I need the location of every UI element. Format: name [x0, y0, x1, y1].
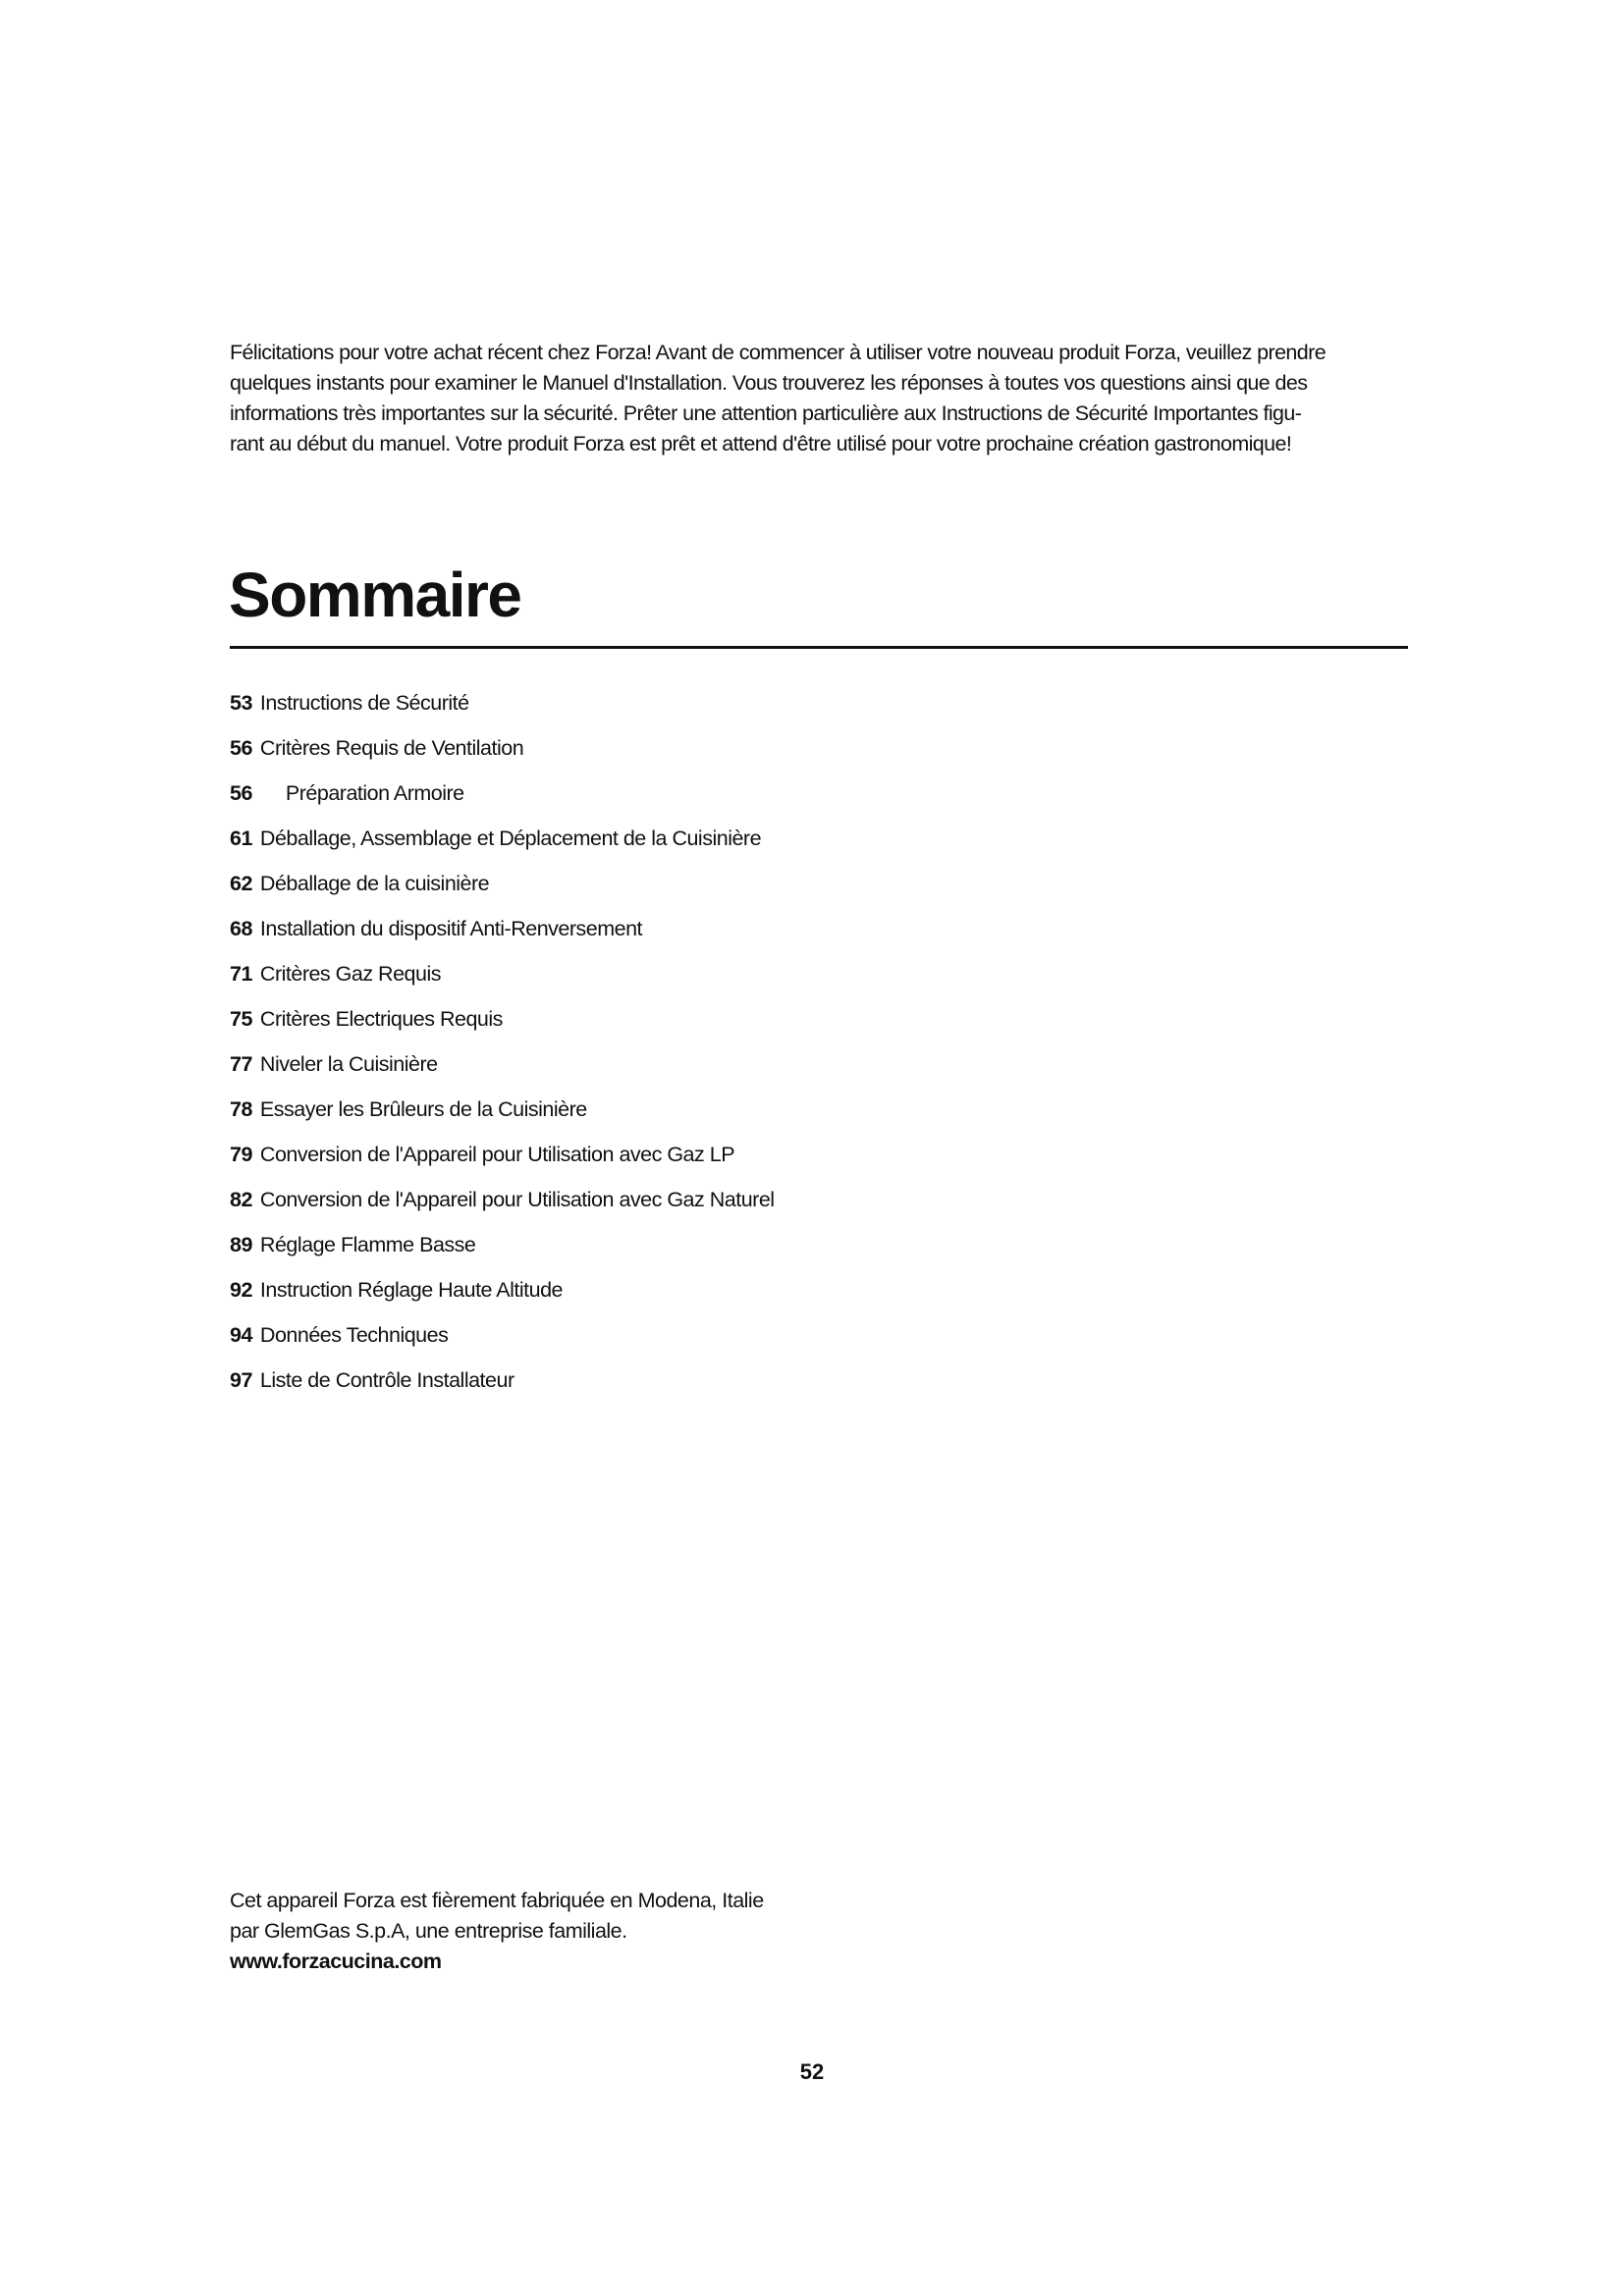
toc-label: Critères Gaz Requis [259, 962, 441, 986]
toc-label: Installation du dispositif Anti-Renversement [259, 917, 643, 940]
toc-label: Déballage de la cuisinière [259, 872, 490, 895]
toc-item [230, 1003, 1212, 1048]
toc-label: Déballage, Assemblage et Déplacement de la Cuisinière [259, 827, 762, 850]
website-link[interactable]: www.forzacucina.com [230, 1949, 442, 1973]
toc-page-number: 94 [230, 1323, 252, 1347]
toc-page-number: 79 [230, 1143, 252, 1166]
intro-paragraph [230, 338, 1408, 459]
toc-item [230, 1094, 1212, 1139]
toc-item [230, 823, 1212, 868]
title-divider [230, 646, 1408, 649]
toc-page-number: 68 [230, 917, 252, 940]
page-number: 52 [799, 2059, 825, 2084]
toc-page-number: 75 [230, 1007, 252, 1031]
toc-item [230, 1319, 1212, 1364]
intro-line: rant au début du manuel. Votre produit Forza est prêt et attend d'être utilisé pour votre prochaine création gastronomique! [230, 432, 1292, 455]
toc-item [230, 687, 1212, 732]
toc-page-number: 92 [230, 1278, 252, 1302]
toc-item [230, 913, 1212, 958]
toc-page-number: 71 [230, 962, 252, 986]
toc-item [230, 1139, 1212, 1184]
toc-item [230, 958, 1212, 1003]
toc-label: Critères Requis de Ventilation [259, 736, 524, 760]
intro-line: informations très importantes sur la sécurité. Prêter une attention particulière aux Instructions de Sécurité Importantes figu- [230, 401, 1302, 425]
toc-item [230, 1274, 1212, 1319]
toc-label: Conversion de l'Appareil pour Utilisation avec Gaz LP [259, 1143, 735, 1166]
footer-line: par GlemGas S.p.A, une entreprise familiale. [230, 1919, 627, 1943]
intro-line: Félicitations pour votre achat récent chez Forza! Avant de commencer à utiliser votre nouveau produit Forza, veuillez prendre [230, 341, 1326, 364]
toc-page-number: 78 [230, 1097, 252, 1121]
toc-item [230, 1364, 1212, 1410]
toc-label: Données Techniques [259, 1323, 449, 1347]
toc-page-number: 77 [230, 1052, 252, 1076]
toc-page-number: 62 [230, 872, 252, 895]
toc-page-number: 53 [230, 691, 252, 715]
intro-line: quelques instants pour examiner le Manuel d'Installation. Vous trouverez les réponses à toutes vos questions ainsi que des [230, 371, 1308, 395]
toc-label: Réglage Flamme Basse [259, 1233, 476, 1256]
toc-label: Conversion de l'Appareil pour Utilisation avec Gaz Naturel [259, 1188, 775, 1211]
toc-label: Critères Electriques Requis [259, 1007, 503, 1031]
toc-label: Instruction Réglage Haute Altitude [259, 1278, 564, 1302]
toc-item [230, 868, 1212, 913]
toc-page-number: 82 [230, 1188, 252, 1211]
toc-page-number: 97 [230, 1368, 252, 1392]
toc-item [230, 732, 1212, 777]
toc-label: Préparation Armoire [285, 781, 464, 805]
page-title: Sommaire [229, 560, 521, 630]
toc-page-number: 89 [230, 1233, 252, 1256]
toc-label: Niveler la Cuisinière [259, 1052, 438, 1076]
toc-item [230, 1184, 1212, 1229]
toc-item [230, 777, 1212, 823]
toc-label: Essayer les Brûleurs de la Cuisinière [259, 1097, 587, 1121]
toc-page-number: 61 [230, 827, 252, 850]
toc-label: Liste de Contrôle Installateur [259, 1368, 514, 1392]
toc-item [230, 1229, 1212, 1274]
toc-label: Instructions de Sécurité [259, 691, 469, 715]
toc-item [230, 1048, 1212, 1094]
footer-line: Cet appareil Forza est fièrement fabriquée en Modena, Italie [230, 1889, 764, 1912]
table-of-contents [230, 687, 1212, 1410]
toc-page-number: 56 [230, 781, 252, 805]
footer-note [230, 1886, 764, 1977]
toc-page-number: 56 [230, 736, 252, 760]
